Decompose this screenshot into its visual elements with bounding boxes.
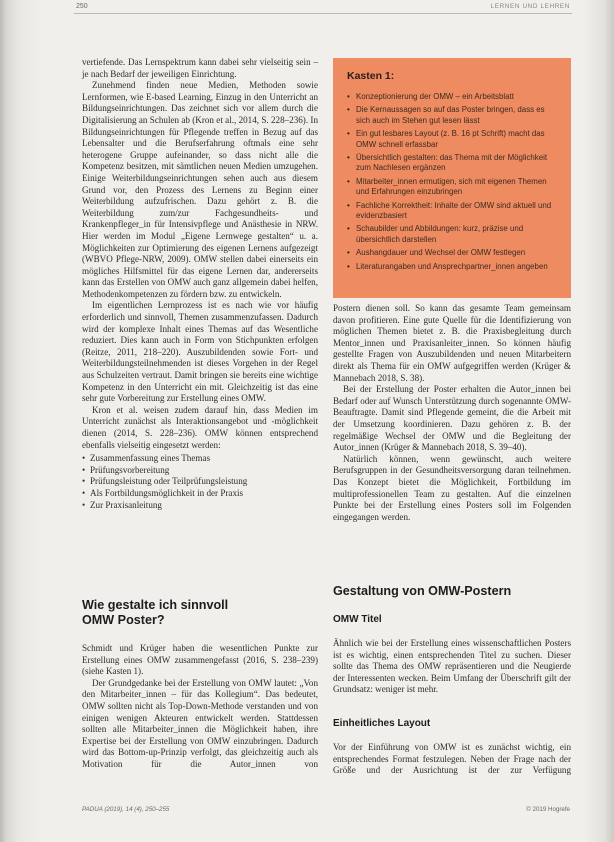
info-box-item: • Schaubilder und Abbildungen: kurz, präzise und übersichtlich darstellen — [347, 224, 559, 245]
info-box-item: • Konzeptionierung der OMW – ein Arbeitsblatt — [347, 92, 559, 102]
info-box — [333, 58, 571, 298]
list-item: • Prüfungsvorbereitung — [82, 465, 318, 477]
subsection-heading: Einheitliches Layout — [333, 717, 431, 729]
footer-citation: PADUA (2019), 14 (4), 250–255 — [82, 806, 170, 813]
paragraph: Kron et al. weisen zudem darauf hin, dass Medien im Unterricht zunächst als Interaktionsangebot und -möglichkeit dienen (2014, S. 228–236). OMW können entsprechend ebenfalls vielseitig eingesetzt werden: — [82, 404, 318, 450]
info-box-title: Kasten 1: — [347, 70, 395, 82]
info-box-list — [347, 92, 559, 272]
paragraph: vertiefende. Das Lernspektrum kann dabei sehr vielseitig sein – je nach Bedarf der jeweiligen Einrichtung. — [82, 57, 318, 79]
left-column-section — [82, 598, 318, 771]
section-heading — [82, 598, 318, 628]
paragraph: Ähnlich wie bei der Erstellung eines wissenschaftlichen Posters ist es wichtig, einen entsprechenden Titel zu suchen. Dieser sollte das Thema des OMW repräsentieren und die Neugierde der Interessenten wecken. Beim Umfang der Überschrift gilt der Grundsatz: weniger ist mehr. — [333, 638, 571, 695]
paragraph: Im eigentlichen Lernprozess ist es nach wie vor häufig erforderlich und sinnvoll, Themen zusammenzufassen. Dadurch wird der komplexe Inhalt eines Themas auf das Wesentliche reduziert. Dies kann auch in Form von Stichpunkten erfolgen (Reitze, 2011, 218–220). Auszubildenden sowie Fort- und Weiterbildungsteilnehmenden ist dieses Vorgehen in der Regel aus Schulzeiten vertraut. Damit bringen sie bereits eine wichtige Kompetenz in den Unterricht ein mit. Gleichzeitig ist das eine sehr gute Vorbereitung zur Erstellung eines OMW. — [82, 300, 318, 404]
list-item: • Zusammenfassung eines Themas — [82, 453, 318, 465]
paragraph: Zunehmend finden neue Medien, Methoden sowie Lernformen, wie E-based Learning, Einzug in den Unterricht an Bildungseinrichtungen. Das zeichnet sich vor allem durch die Digitalisierung an Schulen ab (Kron et al., 2014, S. 228–236). In Bildungseinrichtungen für Pflegende treffen in Bezug auf das Lebensalter und die Berufserfahrung oftmals eine sehr heterogene Gruppe aufeinander, so dass nicht alle die Kompetenz besitzen, mit sämtlichen neuen Medien umzugehen. Einige Weiterbildungseinrichtungen sehen auch aus diesem Grund vor, den Prozess des Lernens zu Beginn einer Weiterbildung aufzufrischen. Dazu gehört z. B. die Weiterbildung zum/zur Fachgesundheits- und Krankenpfleger_in für Intensivpflege und Anästhesie in NRW. Hier werden im Modul „Eigene Lernwege gestalten“ u. a. Möglichkeiten zur Optimierung des eigenen Lernens aufgezeigt (WBVO Pflege-NRW, 2009). OMW stellen dabei einerseits ein mögliches Hilfsmittel für das eigene Lernen dar, andererseits kann das Erstellen von OMW auch ganz allgemein dabei helfen, Methodenkompetenzen zu fördern bzw. zu entwickeln. — [82, 80, 318, 299]
right-column-body — [333, 303, 571, 523]
section-heading: Gestaltung von OMW-Postern — [333, 584, 512, 598]
section-heading-line: OMW Poster? — [82, 613, 165, 627]
list-item: • Als Fortbildungsmöglichkeit in der Praxis — [82, 488, 318, 500]
list-item: • Zur Praxisanleitung — [82, 500, 318, 512]
paragraph: Schmidt und Krüger haben die wesentlichen Punkte zur Erstellung eines OMW zusammengefasst (2016, S. 238–239) (siehe Kasten 1). — [82, 643, 318, 677]
subsection-heading: OMW Titel — [333, 614, 382, 625]
usage-list — [82, 453, 318, 511]
info-box-item: • Mitarbeiter_innen ermutigen, sich mit eigenen Themen und Erfahrungen einzubringen — [347, 177, 559, 198]
section-heading-line: Wie gestalte ich sinnvoll — [82, 598, 229, 612]
header-rule — [74, 13, 572, 14]
right-column-section — [333, 584, 571, 777]
page-number: 250 — [76, 3, 88, 10]
list-item: • Prüfungsleistung oder Teilprüfungsleistung — [82, 476, 318, 488]
info-box-item: • Übersichtlich gestalten: das Thema mit der Möglichkeit zum Nachlesen ergänzen — [347, 153, 559, 174]
subsection-title-block — [333, 614, 571, 696]
paragraph: Bei der Erstellung der Poster erhalten die Autor_innen bei Bedarf oder auf Wunsch Unterstützung durch sogenannte OMW-Beauftragte. Damit sind Pflegende gemeint, die die Arbeit mit der Umsetzung koordinieren. Dazu gehören z. B. der regelmäßige Wechsel der OMW und die Begleitung der Autor_innen (Krüger & Mannebach 2018, S. 39–40). — [333, 384, 571, 453]
section-body — [82, 643, 318, 771]
running-header: LERNEN UND LEHREN — [490, 3, 570, 10]
paragraph: Natürlich können, wenn gewünscht, auch weitere Berufsgruppen in der Gesundheitsversorgung daran teilnehmen. Das Konzept bietet die Möglichkeit, Fortbildung im multiprofessionellen Team zu gestalten. Auf die einzelnen Punkte bei der Erstellung eines Posters soll im Folgenden eingegangen werden. — [333, 453, 571, 522]
info-box-item: • Fachliche Korrektheit: Inhalte der OMW sind aktuell und evidenzbasiert — [347, 201, 559, 222]
footer-copyright: © 2019 Hogrefe — [526, 806, 570, 813]
info-box-item: • Die Kernaussagen so auf das Poster bringen, dass es sich auch im Stehen gut lesen lässt — [347, 105, 559, 126]
info-box-item: • Aushangdauer und Wechsel der OMW festlegen — [347, 248, 559, 258]
paragraph: Postern dienen soll. So kann das gesamte Team gemeinsam davon profitieren. Eine gute Quelle für die Identifizierung von möglichen Themen bietet z. B. die Praxisbegleitung durch Mentor_innen und Praxisanleiter_innen. So können häufig gestellte Fragen von Auszubildenden und neuen Mitarbeitern direkt als Thema für ein OMW aufgegriffen werden (Krüger & Mannebach 2018, S. 38). — [333, 303, 571, 383]
info-box-item: • Literaturangaben und Ansprechpartner_innen angeben — [347, 262, 559, 272]
subsection-layout-block — [333, 718, 571, 777]
left-column-body — [82, 57, 318, 511]
info-box-item: • Ein gut lesbares Layout (z. B. 16 pt Schrift) macht das OMW schnell erfassbar — [347, 129, 559, 150]
paragraph: Vor der Einführung von OMW ist es zunächst wichtig, ein entsprechendes Format festzulegen. Neben der Frage nach der Größe und der Ausrichtung ist der zur Verfügung — [333, 741, 571, 776]
paragraph: Der Grundgedanke bei der Erstellung von OMW lautet: „Von den Mitarbeiter_innen – für das Kollegium“. Das bedeutet, OMW sollten nicht als Top-Down-Methode verstanden und von einigen wenigen Akteuren entwickelt werden. Stattdessen sollten alle Mitarbeiter_innen die Möglichkeit haben, ihre Expertise bei der Erstellung von OMW einzubringen. Dadurch wird das Bottom-up-Prinzip verfolgt, das gleichzeitig auch als Motivation für die Autor_innen von — [82, 677, 318, 769]
